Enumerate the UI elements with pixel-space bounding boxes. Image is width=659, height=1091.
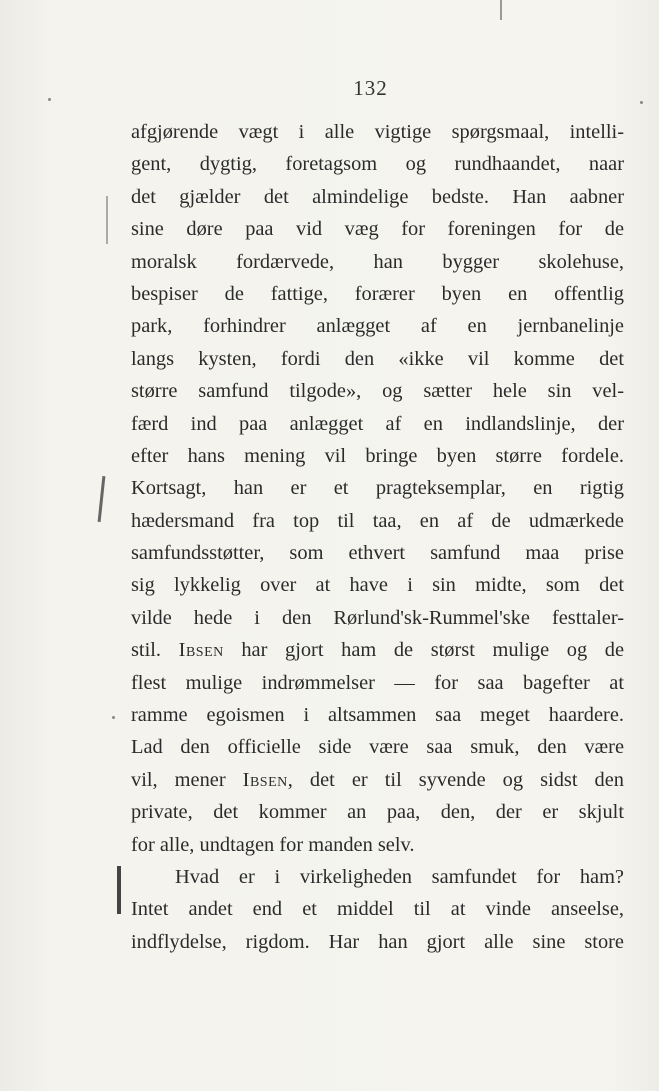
- text-line: samfundsstøtter, som ethvert samfund maa prise: [131, 542, 624, 565]
- text-line: moralsk fordærvede, han bygger skolehuse,: [131, 250, 624, 273]
- text-segment: vil, mener: [131, 768, 243, 791]
- text-line: Kortsagt, han er et pragteksemplar, en rigtig: [131, 477, 624, 500]
- margin-speck: [640, 101, 643, 104]
- text-line: indflydelse, rigdom. Har han gjort alle sine store: [131, 930, 624, 953]
- text-line: sig lykkelig over at have i sin midte, som det: [131, 574, 624, 597]
- text-line: langs kysten, fordi den «ikke vil komme det: [131, 347, 624, 370]
- text-line: park, forhindrer anlægget af en jernbanelinje: [131, 315, 624, 338]
- margin-pencil-mark: [500, 0, 502, 20]
- text-segment: , det er til syvende og sidst den: [287, 768, 624, 791]
- text-line: [131, 764, 624, 796]
- text-line: efter hans mening vil bringe byen større fordele.: [131, 444, 624, 467]
- text-line: større samfund tilgode», og sætter hele sin vel-: [131, 380, 624, 403]
- text-line: det gjælder det almindelige bedste. Han aabner: [131, 185, 624, 208]
- text-line: ramme egoismen i altsammen saa meget haardere.: [131, 704, 624, 727]
- text-line: hædersmand fra top til taa, en af de udmærkede: [131, 509, 624, 532]
- page-number: 132: [353, 76, 388, 100]
- author-name: Ibsen: [242, 768, 288, 791]
- text-line: flest mulige indrømmelser — for saa bagefter at: [131, 671, 624, 694]
- text-line: bespiser de fattige, forærer byen en offentlig: [131, 282, 624, 305]
- text-line: for alle, undtagen for manden selv.: [131, 833, 415, 856]
- text-line: afgjørende vægt i alle vigtige spørgsmaal, intelli-: [131, 121, 624, 143]
- margin-pencil-mark: [106, 196, 108, 244]
- text-line: færd ind paa anlægget af en indlandslinje, der: [131, 412, 624, 435]
- text-line: sine døre paa vid væg for foreningen for de: [131, 218, 624, 241]
- text-line: gent, dygtig, foretagsom og rundhaandet, naar: [131, 153, 624, 176]
- margin-speck: [48, 98, 51, 101]
- body-text: [131, 116, 624, 958]
- author-name: Ibsen: [178, 639, 224, 662]
- text-line: Intet andet end et middel til at vinde anseelse,: [131, 898, 624, 921]
- text-line: [131, 634, 624, 666]
- margin-pencil-mark: [117, 866, 121, 914]
- margin-speck: [112, 716, 115, 719]
- text-segment: har gjort ham de størst mulige og de: [223, 639, 624, 662]
- text-line: private, det kommer an paa, den, der er skjult: [131, 801, 624, 824]
- text-line: Hvad er i virkeligheden samfundet for ham?: [175, 865, 624, 888]
- margin-pencil-mark: [98, 476, 106, 522]
- text-line: vilde hede i den Rørlund'sk-Rummel'ske festtaler-: [131, 606, 624, 629]
- text-line: Lad den officielle side være saa smuk, den være: [131, 736, 624, 759]
- text-segment: stil.: [131, 639, 179, 662]
